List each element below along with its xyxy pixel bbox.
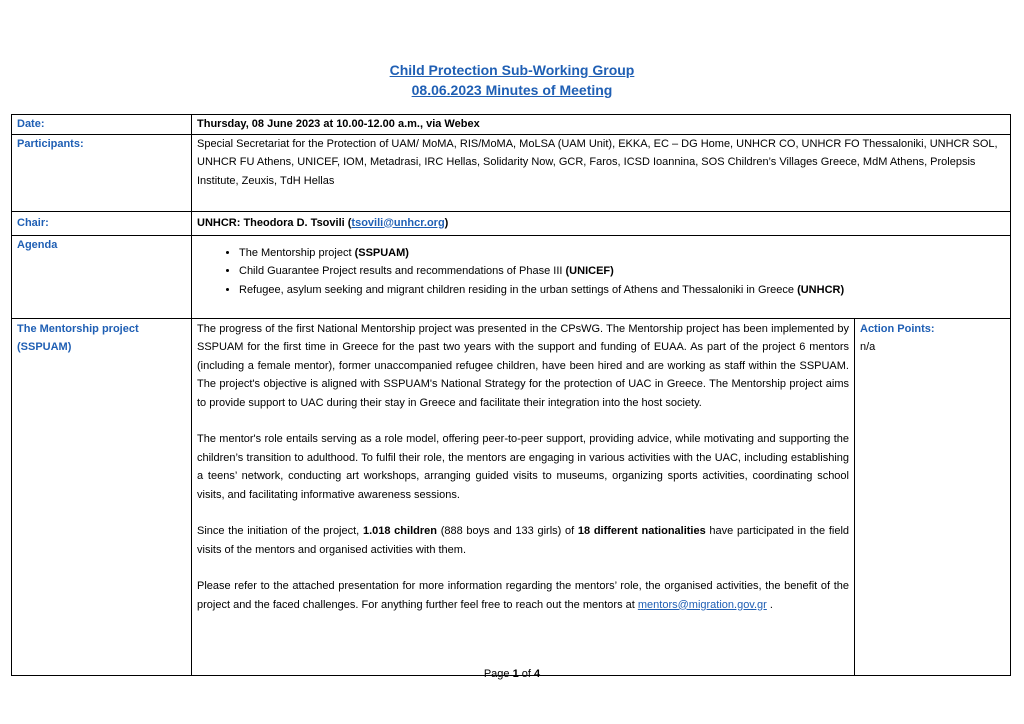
agenda-item-org: (UNICEF) — [565, 265, 614, 277]
current-page-number: 1 — [512, 668, 519, 680]
agenda-item-text: The Mentorship project — [239, 246, 355, 259]
agenda-item-text: Refugee, asylum seeking and migrant children residing in the urban settings of Athens and Thessaloniki in Greece — [239, 283, 798, 296]
agenda-list — [197, 244, 1005, 300]
paragraph-text: Please refer to the attached presentation for more information regarding the mentors’ role, the organised activities, the benefit of the project and the faced challenges. For anything further feel free to reach out the mentors at — [197, 580, 849, 611]
participants-label: Participants: — [12, 134, 192, 211]
chair-label: Chair: — [12, 211, 192, 235]
mentorship-paragraph: The mentor's role entails serving as a role model, offering peer-to-peer support, providing advice, while motivating and supporting the children’s transition to adulthood. To fulfil their role, the mentors are engaging in various activities with the UAC, including establishing a teens’ network, conducting art workshops, arranging guided visits to museums, organizing sports activities, coordinating school visits, and facilitating informative awareness sessions. — [197, 433, 849, 501]
participants-value: Special Secretariat for the Protection of UAM/ MoMA, RIS/MoMA, MoLSA (UAM Unit), EKKA, EC – DG Home, UNHCR CO, UNHCR FO Thessaloniki, UNHCR SOL, UNHCR FU Athens, UNICEF, IOM, Metadrasi, IRC Hellas, Solidarity Now, GCR, Faros, ICSD Ioannina, SOS Children’s Villages Greece, MdM Athens, Prolepsis Institute, Zeuxis, TdH Hellas — [192, 134, 1011, 211]
date-row — [12, 115, 1011, 135]
page-subtitle: 08.06.2023 Minutes of Meeting — [411, 82, 613, 98]
agenda-item-text: Child Guarantee Project results and recommendations of Phase III — [239, 265, 566, 277]
minutes-table — [11, 114, 1011, 676]
footer-page-word: Page — [483, 668, 513, 680]
paragraph-text: . — [766, 598, 773, 611]
action-points-cell — [855, 318, 1011, 675]
footer-of-word: of — [518, 668, 535, 680]
date-value: Thursday, 08 June 2023 at 10.00-12.00 a.m., via Webex — [192, 115, 1011, 135]
agenda-item — [239, 281, 1005, 300]
agenda-item — [239, 262, 1005, 281]
children-count: 1.018 children — [362, 525, 437, 537]
action-points-value: n/a — [860, 341, 876, 353]
mentorship-paragraph — [197, 577, 849, 614]
chair-row — [12, 211, 1011, 235]
agenda-item-org: (UNHCR) — [797, 283, 845, 296]
chair-email-link[interactable]: tsovili@unhcr.org — [351, 216, 445, 229]
document-title — [0, 60, 1024, 100]
page-title: Child Protection Sub-Working Group — [389, 62, 635, 78]
action-points-label: Action Points: — [860, 322, 935, 335]
mentorship-paragraph — [197, 522, 849, 559]
paragraph-text: (888 boys and 133 girls) of — [436, 525, 578, 537]
page-footer — [0, 668, 1024, 680]
agenda-item — [239, 244, 1005, 263]
chair-value — [192, 211, 1011, 235]
nationalities-count: 18 different nationalities — [577, 525, 706, 537]
mentorship-label: The Mentorship project (SSPUAM) — [12, 318, 192, 675]
agenda-cell — [192, 235, 1011, 318]
agenda-label: Agenda — [12, 235, 192, 318]
chair-name: UNHCR: Theodora D. Tsovili ( — [197, 216, 352, 229]
chair-close: ) — [444, 216, 449, 229]
agenda-row — [12, 235, 1011, 318]
paragraph-text: Since the initiation of the project, — [197, 525, 363, 537]
date-label: Date: — [12, 115, 192, 135]
mentorship-row — [12, 318, 1011, 675]
total-pages-number: 4 — [534, 668, 541, 680]
participants-row — [12, 134, 1011, 211]
mentorship-paragraph: The progress of the first National Mentorship project was presented in the CPsWG. The Mentorship project has been implemented by SSPUAM for the first time in Greece for the past two years with the support and funding of EUAA. As part of the project 6 mentors (including a female mentor), former unaccompanied refugee children, have been hired and are working as staff within the SSPUAM. The project's objective is aligned with SSPUAM's National Strategy for the protection of UAC in Greece. The Mentorship project aims to provide support to UAC during their stay in Greece and facilitate their integration into the host society. — [197, 322, 849, 409]
agenda-item-org: (SSPUAM) — [354, 246, 409, 259]
paragraph-text: have participated in the field visits of the mentors and organised activities with them. — [197, 525, 850, 556]
mentors-email-link[interactable]: mentors@migration.gov.gr — [637, 598, 767, 611]
mentorship-body — [192, 318, 855, 675]
